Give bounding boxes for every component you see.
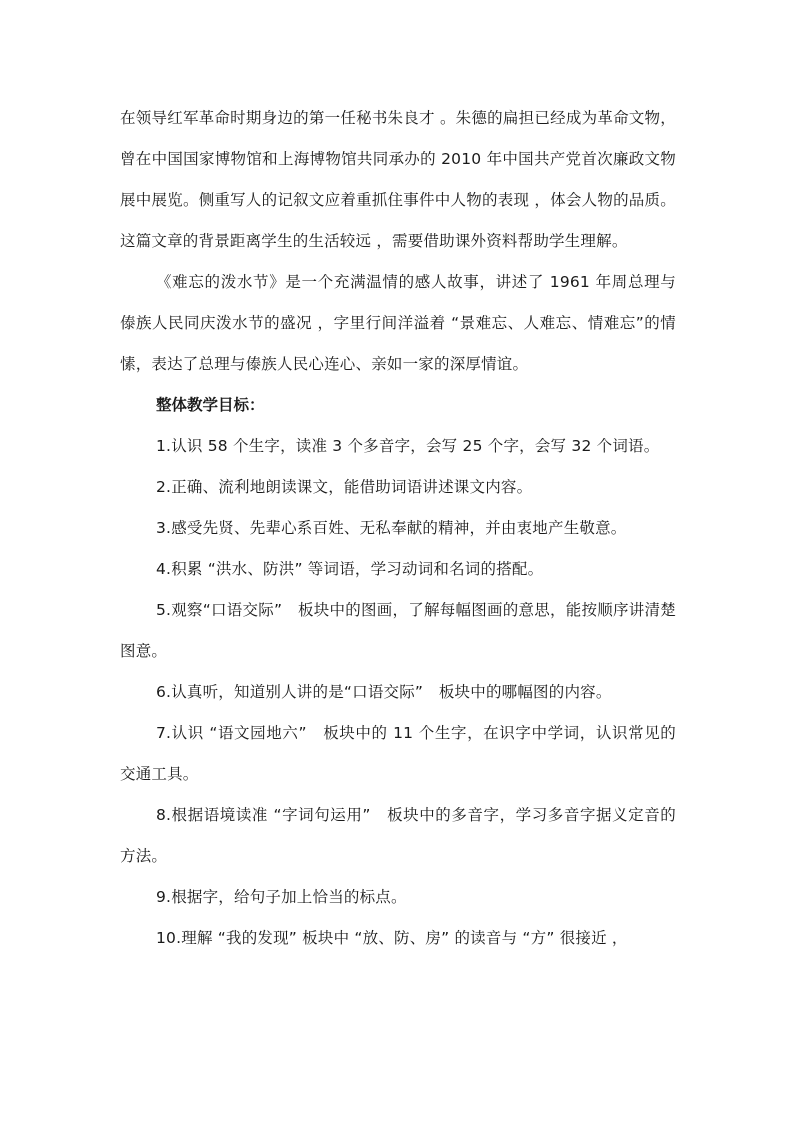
goal-item: 3.感受先贤、先辈心系百姓、无私奉献的精神，并由衷地产生敬意。 (156, 519, 627, 537)
document-body (120, 98, 676, 959)
goal-item: 9.根据字，给句子加上恰当的标点。 (156, 888, 407, 906)
story-paragraph: 《难忘的泼水节》是一个充满温情的感人故事，讲述了 1961 年周总理与傣族人民同庆泼水节的盛况 ，字里行间洋溢着 “景难忘、人难忘、情难忘”的情愫，表达了总理与傣族人民心连心、亲如一家的深厚情谊。 (120, 273, 676, 373)
intro-paragraph: 在领导红军革命时期身边的第一任秘书朱良才 。朱德的扁担已经成为革命文物，曾在中国国家博物馆和上海博物馆共同承办的 2010 年中国共产党首次廉政文物展中展览。侧重写人的记叙文应着重抓住事件中人物的表现 ，体会人物的品质。这篇文章的背景距离学生的生活较远 ，需要借助课外资料帮助学生理解。 (120, 109, 676, 250)
goal-item: 1.认识 58 个生字，读准 3 个多音字，会写 25 个字，会写 32 个词语。 (156, 437, 660, 455)
goal-item: 5.观察“口语交际” 板块中的图画，了解每幅图画的意思，能按顺序讲清楚图意。 (120, 601, 676, 660)
goals-heading: 整体教学目标： (156, 396, 265, 414)
goal-item: 10.理解 “我的发现” 板块中 “放、防、房” 的读音与 “方” 很接近 ， (156, 929, 628, 947)
goal-item: 4.积累 “洪水、防洪” 等词语，学习动词和名词的搭配。 (156, 560, 544, 578)
goal-item: 2.正确、流利地朗读课文，能借助词语讲述课文内容。 (156, 478, 533, 496)
goal-item: 7.认识 “语文园地六” 板块中的 11 个生字，在识字中学词，认识常见的交通工具。 (120, 724, 676, 783)
goal-item: 6.认真听，知道别人讲的是“口语交际” 板块中的哪幅图的内容。 (156, 683, 612, 701)
goal-item: 8.根据语境读准 “字词句运用” 板块中的多音字，学习多音字据义定音的方法。 (120, 806, 676, 865)
